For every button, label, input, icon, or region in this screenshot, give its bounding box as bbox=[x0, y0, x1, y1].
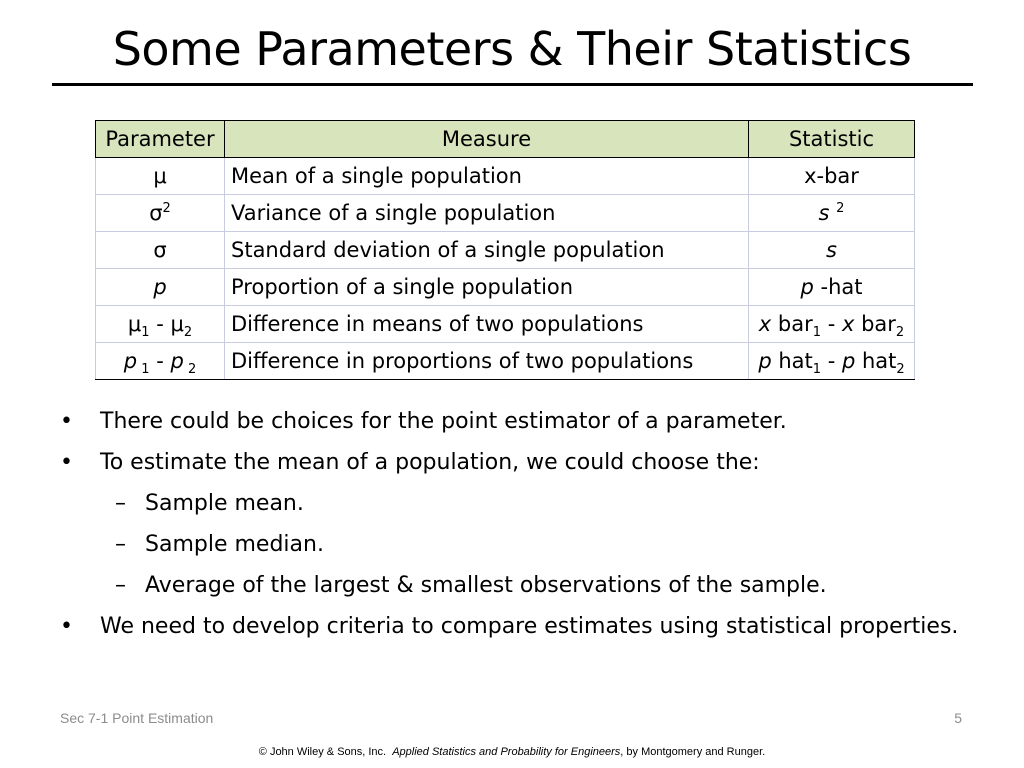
copyright-notice bbox=[0, 746, 1024, 758]
math-segment: p bbox=[153, 275, 167, 299]
statistic-cell bbox=[749, 158, 915, 195]
measure-cell: Proportion of a single population bbox=[225, 269, 749, 306]
math-segment: σ bbox=[149, 201, 163, 225]
table-header-row bbox=[96, 121, 915, 158]
math-segment: 2 bbox=[183, 325, 193, 341]
math-segment: p bbox=[170, 349, 184, 373]
math-segment: 2 bbox=[162, 201, 171, 216]
measure-cell: Mean of a single population bbox=[225, 158, 749, 195]
parameter-cell bbox=[96, 269, 225, 306]
slide-title: Some Parameters & Their Statistics bbox=[112, 22, 912, 76]
table-row bbox=[96, 343, 915, 380]
math-segment: μ bbox=[127, 312, 142, 336]
math-segment: - bbox=[149, 349, 171, 373]
parameter-cell bbox=[96, 232, 225, 269]
math-segment: 1 bbox=[137, 362, 150, 378]
table-row bbox=[96, 306, 915, 343]
statistic-cell bbox=[749, 195, 915, 232]
bullet-list bbox=[60, 405, 960, 651]
math-segment: 1 bbox=[812, 362, 822, 378]
statistic-cell bbox=[749, 343, 915, 380]
math-segment: s bbox=[818, 201, 830, 225]
bullet-item: • We need to develop criteria to compare estimates using statistical properties. bbox=[60, 610, 960, 643]
parameters-table bbox=[95, 120, 915, 380]
math-segment: 2 bbox=[895, 325, 905, 341]
math-segment: s bbox=[826, 238, 837, 262]
copyright-suffix: , by Montgomery and Runger. bbox=[620, 746, 766, 758]
sub-bullet-item: – Sample median. bbox=[60, 528, 960, 561]
math-segment: - μ bbox=[149, 312, 184, 336]
table-row bbox=[96, 232, 915, 269]
math-segment: hat bbox=[855, 349, 897, 373]
measure-cell: Difference in means of two populations bbox=[225, 306, 749, 343]
sub-bullet-item: – Average of the largest & smallest observations of the sample. bbox=[60, 569, 960, 602]
table-row bbox=[96, 158, 915, 195]
header-statistic: Statistic bbox=[749, 121, 915, 158]
math-segment: bar bbox=[854, 312, 896, 336]
math-segment: 1 bbox=[812, 325, 822, 341]
table-row bbox=[96, 195, 915, 232]
math-segment: - bbox=[821, 312, 842, 336]
statistic-cell bbox=[749, 269, 915, 306]
title-underline bbox=[52, 83, 973, 86]
math-segment: 2 bbox=[183, 362, 197, 378]
math-segment: p bbox=[800, 275, 814, 299]
parameter-cell bbox=[96, 158, 225, 195]
footer-section: Sec 7-1 Point Estimation bbox=[60, 710, 214, 726]
math-segment: 1 bbox=[141, 325, 150, 341]
copyright-prefix: © John Wiley & Sons, Inc. bbox=[258, 746, 393, 758]
math-segment: p bbox=[841, 349, 856, 373]
math-segment: 2 bbox=[836, 201, 845, 216]
parameter-cell bbox=[96, 343, 225, 380]
header-measure: Measure bbox=[225, 121, 749, 158]
bullet-item: • To estimate the mean of a population, we could choose the: bbox=[60, 446, 960, 479]
math-segment: p bbox=[123, 349, 138, 373]
math-segment: p bbox=[758, 349, 772, 373]
page-number: 5 bbox=[954, 710, 962, 726]
sub-bullet-item: – Sample mean. bbox=[60, 487, 960, 520]
math-segment: σ bbox=[153, 238, 167, 262]
math-segment: x bbox=[841, 312, 855, 336]
math-segment: x bbox=[758, 312, 772, 336]
measure-cell: Standard deviation of a single population bbox=[225, 232, 749, 269]
math-segment: - bbox=[821, 349, 842, 373]
math-segment: bar bbox=[771, 312, 813, 336]
bullet-item: • There could be choices for the point estimator of a parameter. bbox=[60, 405, 960, 438]
parameter-cell bbox=[96, 195, 225, 232]
table-row bbox=[96, 269, 915, 306]
statistic-cell bbox=[749, 232, 915, 269]
statistic-cell bbox=[749, 306, 915, 343]
measure-cell: Variance of a single population bbox=[225, 195, 749, 232]
measure-cell: Difference in proportions of two populations bbox=[225, 343, 749, 380]
parameter-cell bbox=[96, 306, 225, 343]
math-segment: hat bbox=[771, 349, 813, 373]
math-segment: μ bbox=[153, 164, 167, 188]
math-segment: -hat bbox=[813, 275, 863, 299]
copyright-book-title: Applied Statistics and Probability for Engineers bbox=[392, 746, 621, 758]
header-parameter: Parameter bbox=[96, 121, 225, 158]
math-segment: 2 bbox=[896, 362, 905, 378]
math-segment: x-bar bbox=[804, 164, 859, 188]
